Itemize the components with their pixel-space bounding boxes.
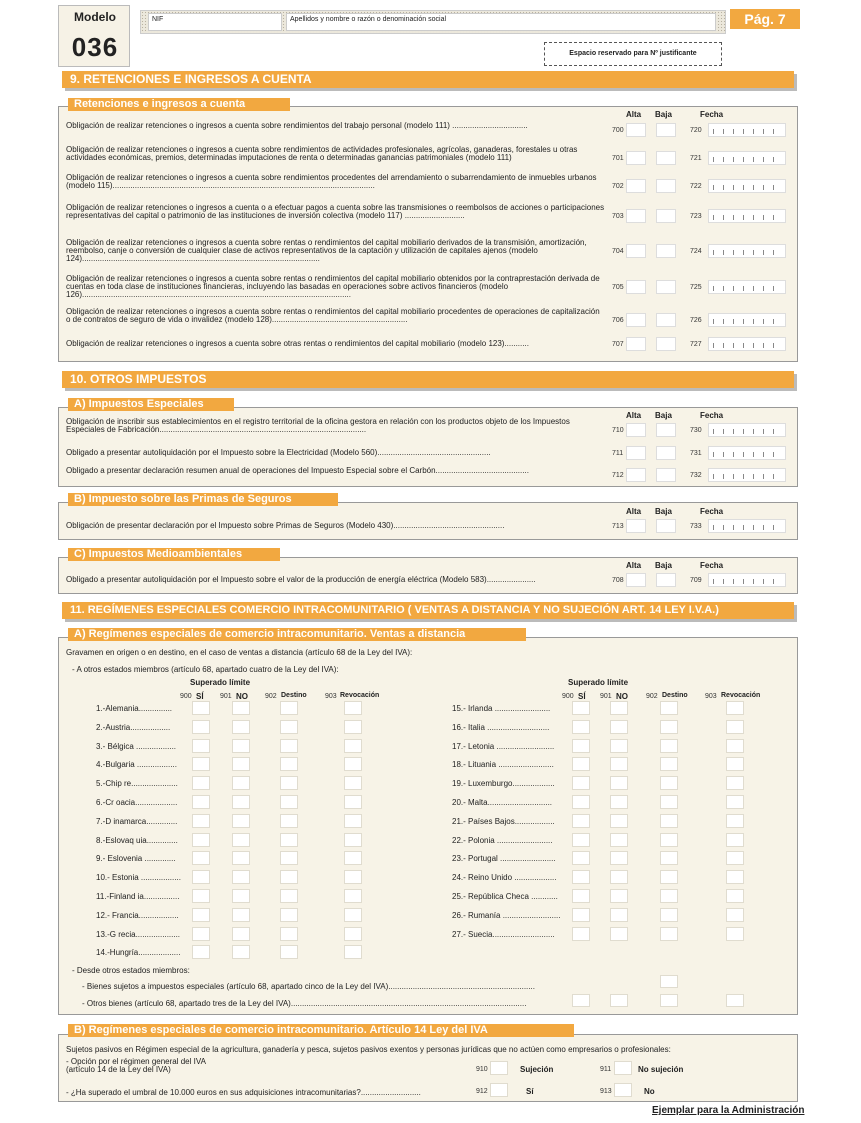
reserved-space: Espacio reservado para Nº justificante <box>544 42 722 66</box>
country-option-box[interactable] <box>726 833 744 847</box>
country-option-box[interactable] <box>344 870 362 884</box>
umbral-no-box[interactable] <box>614 1083 632 1097</box>
modelo-label: Modelo <box>74 10 116 24</box>
country-label: 12.- Francia.................. <box>96 910 179 920</box>
col-fecha-10c: Fecha <box>700 561 724 570</box>
country-option-box[interactable] <box>232 739 250 753</box>
row-text: Obligado a presentar autoliquidación por el Impuesto sobre el valor de la producción de energía eléctrica (Modelo 583)...................... <box>66 575 536 584</box>
country-option-box[interactable] <box>192 795 210 809</box>
si-header-right: SÍ <box>578 692 586 701</box>
modelo-box <box>58 5 130 67</box>
country-option-box[interactable] <box>192 833 210 847</box>
col-fecha-10a: Fecha <box>700 411 724 420</box>
country-label: 1.-Alemania............... <box>96 704 173 713</box>
country-option-box[interactable] <box>280 870 298 884</box>
alta-box[interactable] <box>626 151 646 165</box>
num-912: 912 <box>476 1088 488 1095</box>
row-code-fecha: 726 <box>690 317 702 324</box>
row-code-fecha: 722 <box>690 183 702 190</box>
country-option-box[interactable] <box>344 757 362 771</box>
row-text: Obligación de realizar retenciones o ingresos a cuenta sobre rendimientos procedentes del arrendamiento o subarrendamiento de inmuebles urbanos (modelo 115)...................................................................................................................... <box>66 173 597 190</box>
country-option-box[interactable] <box>232 908 250 922</box>
row-code-fecha: 721 <box>690 155 702 162</box>
fecha-field[interactable] <box>708 573 786 587</box>
row-code-alta: 710 <box>612 427 624 434</box>
country-option-box[interactable] <box>726 795 744 809</box>
country-option-box[interactable] <box>232 701 250 715</box>
country-label: 11.-Finland ia................ <box>96 892 180 901</box>
country-option-box[interactable] <box>232 945 250 959</box>
baja-box[interactable] <box>656 573 676 587</box>
country-option-box[interactable] <box>280 757 298 771</box>
country-option-box[interactable] <box>726 814 744 828</box>
num-911: 911 <box>600 1066 612 1073</box>
country-option-box[interactable] <box>660 870 678 884</box>
modelo-number: 036 <box>71 32 119 62</box>
country-option-box[interactable] <box>572 776 590 790</box>
country-option-box[interactable] <box>192 814 210 828</box>
otros-bienes-si-box[interactable] <box>572 994 590 1007</box>
country-option-box[interactable] <box>192 945 210 959</box>
section-11-title: 11. REGÍMENES ESPECIALES COMERCIO INTRACOMUNITARIO ( VENTAS A DISTANCIA Y NO SUJECIÓN ART. 14 LEY I.V.A.) <box>62 602 794 619</box>
row-code-alta: 712 <box>612 472 624 479</box>
row-code-fecha: 720 <box>690 127 702 134</box>
row-code-fecha: 733 <box>690 523 702 530</box>
row-text: Obligado a presentar autoliquidación por el Impuesto sobre la Electricidad (Modelo 560)................................................... <box>66 448 491 457</box>
section-11b-subtitle: B) Regímenes especiales de comercio intracomunitario. Artículo 14 Ley del IVA <box>68 1024 574 1037</box>
country-label: 5.-Chip re..................... <box>96 779 178 789</box>
country-option-box[interactable] <box>572 927 590 941</box>
row-code-alta: 711 <box>612 450 624 457</box>
country-label: 24.- Reino Unido ................... <box>452 873 557 883</box>
country-option-box[interactable] <box>726 776 744 790</box>
country-option-box[interactable] <box>610 795 628 809</box>
page-label: Pág. 7 <box>730 9 800 29</box>
country-option-box[interactable] <box>344 851 362 865</box>
fecha-field[interactable] <box>708 209 786 223</box>
country-option-box[interactable] <box>572 757 590 771</box>
row-code-alta: 704 <box>612 248 624 255</box>
destino-header-right: Destino <box>662 692 688 699</box>
bienes-especiales: - Bienes sujetos a impuestos especiales (artículo 68, apartado cinco de la Ley del IVA).................................................................. <box>82 982 535 991</box>
country-option-box[interactable] <box>192 927 210 941</box>
country-label: 8.-Eslovaq uia.............. <box>96 835 178 845</box>
country-option-box[interactable] <box>232 889 250 903</box>
no-header-right: NO <box>616 692 628 701</box>
destino-header-left: Destino <box>281 692 307 699</box>
country-option-box[interactable] <box>232 776 250 790</box>
no-sujecion-box[interactable] <box>614 1061 632 1075</box>
name-label: Apellidos y nombre o razón o denominación social <box>290 16 447 23</box>
country-option-box[interactable] <box>572 739 590 753</box>
nif-label: NIF <box>152 16 164 23</box>
country-option-box[interactable] <box>280 795 298 809</box>
name-field[interactable] <box>286 13 716 31</box>
country-option-box[interactable] <box>660 927 678 941</box>
country-option-box[interactable] <box>572 870 590 884</box>
row-text: Obligación de realizar retenciones o ingresos a cuenta o a efectuar pagos a cuenta sobre las transmisiones o reembolsos de acciones o participaciones representativas del capital o patrimonio de las instituciones de inversión colectiva (modelo 117) ........................... <box>66 203 605 220</box>
num-903-left: 903 <box>325 693 337 700</box>
country-option-box[interactable] <box>280 927 298 941</box>
row-code-alta: 700 <box>612 127 624 134</box>
num-901-left: 901 <box>220 693 232 700</box>
country-option-box[interactable] <box>192 889 210 903</box>
fecha-field[interactable] <box>708 123 786 137</box>
superado-left: Superado límite <box>190 678 251 687</box>
country-option-box[interactable] <box>572 795 590 809</box>
country-option-box[interactable] <box>660 757 678 771</box>
country-option-box[interactable] <box>572 889 590 903</box>
country-option-box[interactable] <box>280 908 298 922</box>
no-sujecion-label: No sujeción <box>638 1065 684 1074</box>
row-code-fecha: 730 <box>690 427 702 434</box>
fecha-field[interactable] <box>708 337 786 351</box>
country-option-box[interactable] <box>344 795 362 809</box>
country-option-box[interactable] <box>344 945 362 959</box>
sujecion-box[interactable] <box>490 1061 508 1075</box>
section-9-title: 9. RETENCIONES E INGRESOS A CUENTA <box>62 71 794 88</box>
country-label: 3.- Bélgica .................. <box>96 741 177 751</box>
num-902-left: 902 <box>265 693 277 700</box>
row-code-alta: 713 <box>612 523 624 530</box>
country-option-box[interactable] <box>660 720 678 734</box>
country-option-box[interactable] <box>280 814 298 828</box>
country-option-box[interactable] <box>610 833 628 847</box>
row-code-alta: 706 <box>612 317 624 324</box>
alta-box[interactable] <box>626 573 646 587</box>
country-option-box[interactable] <box>344 833 362 847</box>
umbral-no-label: No <box>644 1087 655 1096</box>
fecha-field[interactable] <box>708 151 786 165</box>
country-option-box[interactable] <box>232 814 250 828</box>
row-text: Obligación de realizar retenciones o ingresos a cuenta sobre rendimientos de actividades profesionales, agrícolas, ganaderas, forestales u otras actividades económicas, premios, determinadas imputaciones de renta o determinadas ganancias patrimoniales (modelo 111) <box>66 145 578 162</box>
country-label: 22.- Polonia ......................... <box>452 835 553 845</box>
country-label: 10.- Estonia .................. <box>96 873 181 883</box>
desde-label: - Desde otros estados miembros: <box>72 966 190 975</box>
row-code-alta: 707 <box>612 341 624 348</box>
country-option-box[interactable] <box>660 795 678 809</box>
alta-box[interactable] <box>626 446 646 460</box>
country-option-box[interactable] <box>726 720 744 734</box>
country-label: 25.- República Checa ............ <box>452 892 558 901</box>
country-option-box[interactable] <box>280 739 298 753</box>
section-9-subtitle: Retenciones e ingresos a cuenta <box>68 98 290 111</box>
num-902-right: 902 <box>646 693 658 700</box>
country-option-box[interactable] <box>660 814 678 828</box>
alta-box[interactable] <box>626 423 646 437</box>
col-alta-10b: Alta <box>626 507 642 516</box>
otros-bienes-no-box[interactable] <box>610 994 628 1007</box>
row-text: Obligación de realizar retenciones o ingresos a cuenta sobre rendimientos del trabajo personal (modelo 111) .................................. <box>66 121 528 130</box>
alta-box[interactable] <box>626 337 646 351</box>
section-10-title: 10. OTROS IMPUESTOS <box>62 371 794 388</box>
country-label: 7.-D inamarca.............. <box>96 816 178 826</box>
country-option-box[interactable] <box>726 739 744 753</box>
country-option-box[interactable] <box>232 757 250 771</box>
row-code-fecha: 732 <box>690 472 702 479</box>
row-code-fecha: 723 <box>690 213 702 220</box>
row-code-fecha: 727 <box>690 341 702 348</box>
baja-box[interactable] <box>656 468 676 482</box>
alta-box[interactable] <box>626 244 646 258</box>
country-option-box[interactable] <box>660 908 678 922</box>
umbral-si-label: Sí <box>526 1087 534 1096</box>
baja-box[interactable] <box>656 337 676 351</box>
country-option-box[interactable] <box>610 814 628 828</box>
fecha-field[interactable] <box>708 313 786 327</box>
country-option-box[interactable] <box>660 701 678 715</box>
country-option-box[interactable] <box>572 814 590 828</box>
opcion-label: - Opción por el régimen general del IVA (artículo 14 de la Ley del IVA) <box>66 1057 206 1074</box>
otros-bienes: - Otros bienes (artículo 68, apartado tres de la Ley del IVA).......................................................................................................... <box>82 999 527 1008</box>
country-option-box[interactable] <box>610 701 628 715</box>
country-option-box[interactable] <box>572 908 590 922</box>
country-option-box[interactable] <box>726 927 744 941</box>
country-option-box[interactable] <box>192 739 210 753</box>
country-option-box[interactable] <box>344 701 362 715</box>
country-option-box[interactable] <box>572 720 590 734</box>
country-label: 18.- Lituania ......................... <box>452 760 554 770</box>
fecha-field[interactable] <box>708 244 786 258</box>
row-text: Obligación de presentar declaración por el Impuesto sobre Primas de Seguros (Modelo 430).................................................. <box>66 521 505 530</box>
country-option-box[interactable] <box>726 889 744 903</box>
baja-box[interactable] <box>656 244 676 258</box>
row-text: Obligación de realizar retenciones o ingresos a cuenta sobre rentas o rendimientos del capital mobiliario procedentes de operaciones de capitalización o de contratos de seguro de vida o invalidez (modelo 128)............................................................. <box>66 307 600 324</box>
country-label: 14.-Hungría................... <box>96 948 181 958</box>
fecha-field[interactable] <box>708 519 786 533</box>
num-900-left: 900 <box>180 693 192 700</box>
country-label: 4.-Bulgaria .................. <box>96 760 177 770</box>
col-fecha: Fecha <box>700 110 724 119</box>
country-option-box[interactable] <box>726 851 744 865</box>
alta-box[interactable] <box>626 179 646 193</box>
fecha-field[interactable] <box>708 468 786 482</box>
section-10c-subtitle: C) Impuestos Medioambientales <box>68 548 280 561</box>
num-910: 910 <box>476 1066 488 1073</box>
fecha-field[interactable] <box>708 446 786 460</box>
nif-field[interactable] <box>148 13 282 31</box>
country-option-box[interactable] <box>232 927 250 941</box>
country-label: 2.-Austria.................. <box>96 722 171 732</box>
col-alta: Alta <box>626 110 642 119</box>
country-option-box[interactable] <box>280 851 298 865</box>
country-label: 9.- Eslovenia .............. <box>96 854 176 864</box>
country-option-box[interactable] <box>660 776 678 790</box>
section-11a-subtitle: A) Regímenes especiales de comercio intracomunitario. Ventas a distancia <box>68 628 526 641</box>
baja-box[interactable] <box>656 313 676 327</box>
country-option-box[interactable] <box>660 739 678 753</box>
row-code-alta: 705 <box>612 284 624 291</box>
country-option-box[interactable] <box>280 720 298 734</box>
row-code-alta: 702 <box>612 183 624 190</box>
country-label: 20.- Malta............................. <box>452 798 553 807</box>
country-option-box[interactable] <box>280 701 298 715</box>
baja-box[interactable] <box>656 280 676 294</box>
alta-box[interactable] <box>626 280 646 294</box>
baja-box[interactable] <box>656 446 676 460</box>
section-10a-subtitle: A) Impuestos Especiales <box>68 398 234 411</box>
alta-box[interactable] <box>626 519 646 533</box>
country-option-box[interactable] <box>572 833 590 847</box>
country-option-box[interactable] <box>232 720 250 734</box>
sujecion-label: Sujeción <box>520 1065 554 1074</box>
country-label: 23.- Portugal ......................... <box>452 854 556 864</box>
country-option-box[interactable] <box>280 833 298 847</box>
col-alta-10a: Alta <box>626 411 642 420</box>
country-option-box[interactable] <box>344 776 362 790</box>
revocacion-header-right: Revocación <box>721 692 761 699</box>
country-option-box[interactable] <box>344 908 362 922</box>
country-option-box[interactable] <box>280 776 298 790</box>
country-option-box[interactable] <box>232 795 250 809</box>
country-option-box[interactable] <box>660 851 678 865</box>
fecha-field[interactable] <box>708 423 786 437</box>
col-baja-10b: Baja <box>655 507 672 516</box>
section-11b-intro: Sujetos pasivos en Régimen especial de la agricultura, ganadería y pesca, sujetos pasivos exentos y personas jurídicas que no actúen como empresarios o profesionales: <box>66 1045 671 1054</box>
country-option-box[interactable] <box>192 908 210 922</box>
country-option-box[interactable] <box>192 870 210 884</box>
col-baja-10a: Baja <box>655 411 672 420</box>
superado-right: Superado límite <box>568 678 629 687</box>
num-901-right: 901 <box>600 693 612 700</box>
fecha-field[interactable] <box>708 280 786 294</box>
col-alta-10c: Alta <box>626 561 642 570</box>
baja-box[interactable] <box>656 151 676 165</box>
footer-note: Ejemplar para la Administración <box>652 1105 805 1116</box>
otros-bienes-revocacion-box[interactable] <box>726 994 744 1007</box>
baja-box[interactable] <box>656 209 676 223</box>
si-header-left: SÍ <box>196 692 204 701</box>
col-fecha-10b: Fecha <box>700 507 724 516</box>
country-option-box[interactable] <box>232 851 250 865</box>
country-option-box[interactable] <box>192 720 210 734</box>
num-903-right: 903 <box>705 693 717 700</box>
country-option-box[interactable] <box>610 776 628 790</box>
num-913: 913 <box>600 1088 612 1095</box>
otros-bienes-destino-box[interactable] <box>660 994 678 1007</box>
country-option-box[interactable] <box>192 776 210 790</box>
fecha-field[interactable] <box>708 179 786 193</box>
country-label: 19.- Luxemburgo................... <box>452 779 555 789</box>
row-code-fecha: 709 <box>690 577 702 584</box>
baja-box[interactable] <box>656 519 676 533</box>
row-text: Obligación de realizar retenciones o ingresos a cuenta sobre otras rentas o rendimientos del capital mobiliario (modelo 123)........... <box>66 339 529 348</box>
otros-estados-label: - A otros estados miembros (artículo 68, apartado cuatro de la Ley del IVA): <box>72 665 339 674</box>
umbral-si-box[interactable] <box>490 1083 508 1097</box>
country-option-box[interactable] <box>610 870 628 884</box>
row-text: Obligación de realizar retenciones o ingresos a cuenta sobre rentas o rendimientos del capital mobiliario derivados de la transmisión, amortización, reembolso, canje o conversión de cualquier clase de activos representativos de la captación y utilización de capitales ajenos (modelo 124)........................................................................................................... <box>66 238 587 263</box>
country-label: 21.- Países Bajos.................. <box>452 816 555 826</box>
country-label: 27.- Suecia............................ <box>452 929 555 939</box>
country-option-box[interactable] <box>610 720 628 734</box>
row-text: Obligación de realizar retenciones o ingresos a cuenta sobre rentas o rendimientos del capital mobiliario obtenidos por la contraprestación derivada de cuentas en toda clase de instituciones financieras, incluyendo las basadas en operaciones sobre activos financieros (modelo 126)......................................................................................................................... <box>66 274 600 299</box>
country-option-box[interactable] <box>280 889 298 903</box>
country-option-box[interactable] <box>344 739 362 753</box>
row-code-alta: 701 <box>612 155 624 162</box>
country-option-box[interactable] <box>572 851 590 865</box>
row-text: Obligado a presentar declaración resumen anual de operaciones del Impuesto Especial sobre el Carbón.......................................... <box>66 466 529 475</box>
baja-box[interactable] <box>656 179 676 193</box>
baja-box[interactable] <box>656 123 676 137</box>
country-option-box[interactable] <box>610 908 628 922</box>
country-option-box[interactable] <box>610 757 628 771</box>
country-label: 15.- Irlanda ......................... <box>452 704 551 713</box>
country-option-box[interactable] <box>192 851 210 865</box>
country-option-box[interactable] <box>344 927 362 941</box>
row-code-fecha: 725 <box>690 284 702 291</box>
country-option-box[interactable] <box>726 701 744 715</box>
no-header-left: NO <box>236 692 248 701</box>
num-900-right: 900 <box>562 693 574 700</box>
country-option-box[interactable] <box>280 945 298 959</box>
country-option-box[interactable] <box>344 814 362 828</box>
bienes-especiales-box[interactable] <box>660 975 678 988</box>
country-option-box[interactable] <box>610 927 628 941</box>
row-text: Obligación de inscribir sus establecimientos en el registro territorial de la oficina gestora en relación con los productos objeto de los Impuestos Especiales de Fabricación............................................................................................. <box>66 417 570 434</box>
country-label: 26.- Rumanía .......................... <box>452 910 561 920</box>
country-option-box[interactable] <box>192 757 210 771</box>
alta-box[interactable] <box>626 313 646 327</box>
alta-box[interactable] <box>626 123 646 137</box>
country-option-box[interactable] <box>232 833 250 847</box>
baja-box[interactable] <box>656 423 676 437</box>
country-label: 13.-G recia.................... <box>96 929 181 939</box>
country-option-box[interactable] <box>344 720 362 734</box>
country-option-box[interactable] <box>660 889 678 903</box>
country-label: 6.-Cr oacia................... <box>96 798 178 807</box>
country-option-box[interactable] <box>610 851 628 865</box>
country-option-box[interactable] <box>726 757 744 771</box>
country-option-box[interactable] <box>610 739 628 753</box>
col-baja-10c: Baja <box>655 561 672 570</box>
country-label: 17.- Letonia .......................... <box>452 741 555 751</box>
country-option-box[interactable] <box>610 889 628 903</box>
section-10b-subtitle: B) Impuesto sobre las Primas de Seguros <box>68 493 338 506</box>
country-label: 16.- Italia ............................ <box>452 722 550 732</box>
country-option-box[interactable] <box>726 908 744 922</box>
country-option-box[interactable] <box>726 870 744 884</box>
country-option-box[interactable] <box>344 889 362 903</box>
alta-box[interactable] <box>626 209 646 223</box>
umbral-label: - ¿Ha superado el umbral de 10.000 euros en sus adquisiciones intracomunitarias?........................... <box>66 1088 421 1097</box>
country-option-box[interactable] <box>660 833 678 847</box>
row-code-alta: 708 <box>612 577 624 584</box>
row-code-fecha: 731 <box>690 450 702 457</box>
row-code-fecha: 724 <box>690 248 702 255</box>
section-11a-intro: Gravamen en origen o en destino, en el caso de ventas a distancia (artículo 68 de la Ley del IVA): <box>66 648 413 657</box>
alta-box[interactable] <box>626 468 646 482</box>
row-code-alta: 703 <box>612 213 624 220</box>
country-option-box[interactable] <box>192 701 210 715</box>
country-option-box[interactable] <box>232 870 250 884</box>
revocacion-header-left: Revocación <box>340 692 380 699</box>
col-baja: Baja <box>655 110 672 119</box>
country-option-box[interactable] <box>572 701 590 715</box>
